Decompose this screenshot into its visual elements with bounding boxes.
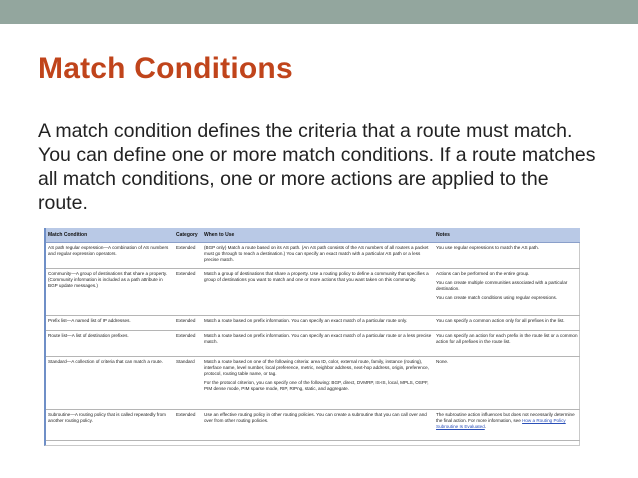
cell-notes: [434, 410, 580, 441]
cell-notes: [434, 316, 580, 331]
slide-title: Match Conditions: [38, 52, 293, 85]
cell-text: You use regular expressions to match the AS path.: [436, 245, 539, 250]
table-header-row: [46, 228, 580, 243]
cell-text: Match a route based on prefix information. You can specify an exact match of a particular route or a less precise match.: [204, 333, 432, 344]
cell-text: You can specify a common action only for all prefixes in the list.: [436, 318, 565, 323]
cell-text: (BGP only) Match a route based on its AS path. (An AS path consists of the AS numbers of all routers a packet must go through to reach a destination.) You can specify an exact match with a particular AS path or a less precise match.: [204, 245, 429, 262]
cell-when: [202, 316, 434, 331]
subroutine-evaluation-link[interactable]: How a Routing Policy Subroutine Is Evaluated: [436, 418, 566, 429]
column-header-notes: Notes: [434, 228, 580, 243]
table-row: [46, 269, 580, 316]
cell-category: Extended: [174, 243, 202, 269]
cell-condition: Prefix list—A named list of IP addresses.: [46, 316, 174, 331]
cell-text: Match a route based on one of the following criteria: area ID, color, external route, family, instance (routing), interface name, level number, local preference, metric, neighbor address, next-hop address, origin, preference, protocol, routing table name, or tag.: [204, 359, 429, 376]
cell-notes: [434, 357, 580, 410]
cell-condition: AS path regular expression—A combination of AS numbers and regular expression operators.: [46, 243, 174, 269]
table-row: [46, 331, 580, 357]
cell-text: .: [484, 424, 487, 429]
cell-condition: Community—A group of destinations that share a property. (Community information is included as a path attribute in BGP update messages.): [46, 269, 174, 316]
table-row: [46, 410, 580, 441]
cell-condition: Route list—A list of destination prefixes.: [46, 331, 174, 357]
match-conditions-table: [44, 228, 580, 446]
cell-condition: Standard—A collection of criteria that can match a route.: [46, 357, 174, 410]
cell-text: You can create match conditions using regular expressions.: [436, 295, 558, 300]
table-row: [46, 243, 580, 269]
table-row: [46, 316, 580, 331]
cell-text: You can specify an action for each prefix in the route list or a common action for all prefixes in the route list.: [436, 333, 578, 344]
slide-body-text: A match condition defines the criteria that a route must match. You can define one or more match conditions. If a route matches all match conditions, one or more actions are applied to the route.: [38, 120, 596, 214]
cell-text: None.: [436, 359, 449, 364]
column-header-when-to-use: When to Use: [202, 228, 434, 243]
cell-category: Extended: [174, 316, 202, 331]
cell-text: Use an effective routing policy in other routing policies. You can create a subroutine that you can call over and over from other routing policies.: [204, 412, 427, 423]
cell-notes: [434, 269, 580, 316]
cell-text: For the protocol criterion, you can specify one of the following: BGP, direct, DVMRP, IS-IS, local, MPLS, OSPF, PIM dense mode, PIM sparse mode, RIP, RIPng, static, and aggregate.: [204, 380, 429, 391]
column-header-match-condition: Match Condition: [46, 228, 174, 243]
cell-category: Extended: [174, 269, 202, 316]
cell-text: Match a route based on prefix information. You can specify an exact match of a particular route only.: [204, 318, 408, 323]
cell-when: [202, 410, 434, 441]
table-row: [46, 357, 580, 410]
cell-when: [202, 269, 434, 316]
cell-notes: [434, 243, 580, 269]
top-decorative-bar: [0, 0, 638, 24]
cell-condition: Subroutine—A routing policy that is called repeatedly from another routing policy.: [46, 410, 174, 441]
cell-category: Standard: [174, 357, 202, 410]
cell-text: Actions can be performed on the entire group.: [436, 271, 530, 276]
cell-notes: [434, 331, 580, 357]
cell-text: Match a group of destinations that share a property. Use a routing policy to define a community that specifies a group of destinations you want to match and one or more actions that you want taken on this community.: [204, 271, 429, 282]
cell-when: [202, 243, 434, 269]
column-header-category: Category: [174, 228, 202, 243]
cell-category: Extended: [174, 331, 202, 357]
cell-text: The subroutine action influences but does not necessarily determine the final action. For more information, see: [436, 412, 575, 423]
cell-when: [202, 331, 434, 357]
cell-text: You can create multiple communities associated with a particular destination.: [436, 280, 568, 291]
cell-category: Extended: [174, 410, 202, 441]
cell-when: [202, 357, 434, 410]
